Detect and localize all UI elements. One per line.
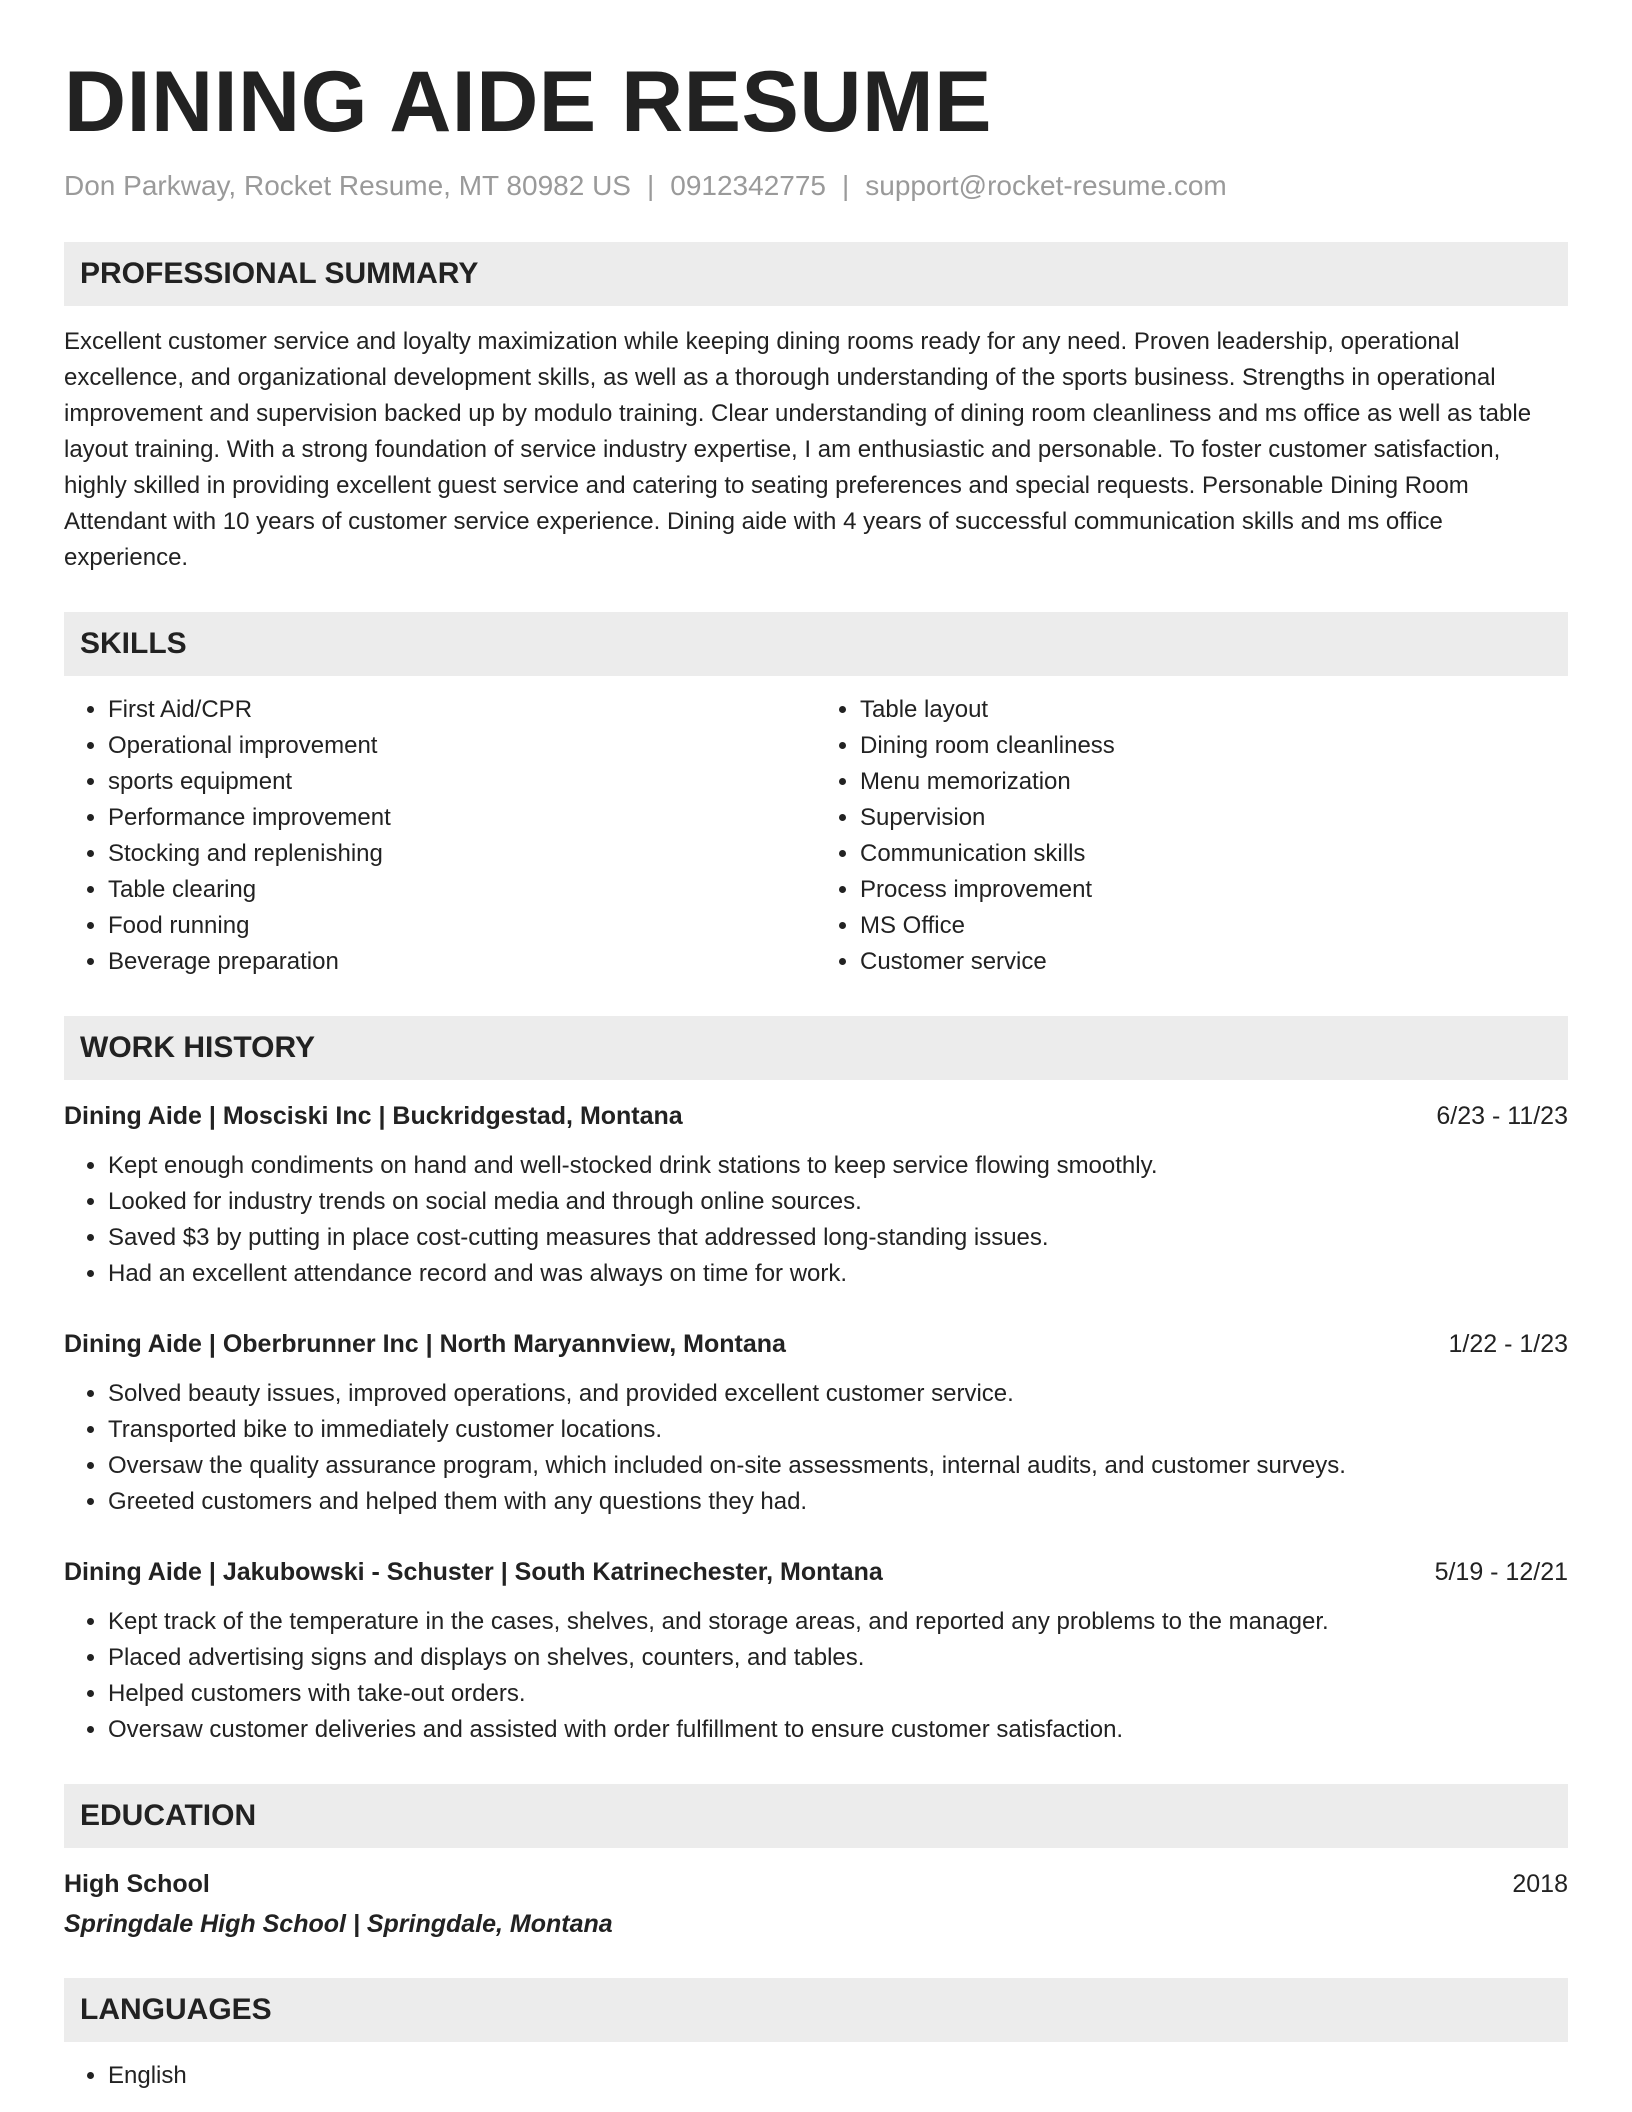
education-entry <box>64 1866 1568 1942</box>
job-entry <box>64 1326 1568 1520</box>
skill-item: • Dining room cleanliness <box>860 728 1568 764</box>
job-entry <box>64 1554 1568 1748</box>
section-header-languages: LANGUAGES <box>64 1978 1568 2042</box>
job-bullet: • Had an excellent attendance record and was always on time for work. <box>108 1256 1568 1292</box>
job-bullet: • Transported bike to immediately customer locations. <box>108 1412 1568 1448</box>
job-dates: 5/19 - 12/21 <box>1434 1558 1568 1586</box>
section-header-education: EDUCATION <box>64 1784 1568 1848</box>
job-title: Dining Aide | Mosciski Inc | Buckridgestad, Montana <box>64 1102 683 1130</box>
summary-text: Excellent customer service and loyalty maximization while keeping dining rooms ready for any need. Proven leadership, operational excellence, and organizational development skills, as well as a thorough understanding of the sports business. Strengths in operational improvement and supervision backed up by modulo training. Clear understanding of dining room cleanliness and ms office as well as table layout training. With a strong foundation of service industry expertise, I am enthusiastic and personable. To foster customer satisfaction, highly skilled in providing excellent guest service and catering to seating preferences and special requests. Personable Dining Room Attendant with 10 years of customer service experience. Dining aide with 4 years of successful communication skills and ms office experience. <box>64 328 1532 571</box>
job-bullets <box>64 1148 1568 1292</box>
skills-columns <box>64 692 1568 980</box>
skill-item: • Beverage preparation <box>108 944 816 980</box>
contact-address: Don Parkway, Rocket Resume, MT 80982 US <box>64 170 631 201</box>
skill-item: • Performance improvement <box>108 800 816 836</box>
skill-item: • Supervision <box>860 800 1568 836</box>
skill-item: • Stocking and replenishing <box>108 836 816 872</box>
education-school: Springdale High School | Springdale, Montana <box>64 1910 613 1938</box>
education-header <box>64 1866 1568 1902</box>
job-bullet: • Placed advertising signs and displays on shelves, counters, and tables. <box>108 1640 1568 1676</box>
skill-item: • First Aid/CPR <box>108 692 816 728</box>
skills-list-right <box>816 692 1568 980</box>
resume-title: DINING AIDE RESUME <box>64 54 992 150</box>
skill-item: • Communication skills <box>860 836 1568 872</box>
contact-line <box>64 166 1568 206</box>
job-dates: 1/22 - 1/23 <box>1448 1330 1568 1358</box>
job-bullet: • Solved beauty issues, improved operations, and provided excellent customer service. <box>108 1376 1568 1412</box>
skill-item: • Operational improvement <box>108 728 816 764</box>
skill-item: • Process improvement <box>860 872 1568 908</box>
job-bullet: • Greeted customers and helped them with any questions they had. <box>108 1484 1568 1520</box>
job-bullet: • Kept enough condiments on hand and well-stocked drink stations to keep service flowing smoothly. <box>108 1148 1568 1184</box>
job-title: Dining Aide | Jakubowski - Schuster | South Katrinechester, Montana <box>64 1558 883 1586</box>
job-bullet: • Looked for industry trends on social media and through online sources. <box>108 1184 1568 1220</box>
skill-item: • Table clearing <box>108 872 816 908</box>
section-header-skills: SKILLS <box>64 612 1568 676</box>
job-bullets <box>64 1604 1568 1748</box>
contact-phone: 0912342775 <box>670 170 826 201</box>
skill-item: • Customer service <box>860 944 1568 980</box>
contact-separator: | <box>646 170 655 201</box>
job-bullets <box>64 1376 1568 1520</box>
job-bullet: • Kept track of the temperature in the cases, shelves, and storage areas, and reported any problems to the manager. <box>108 1604 1568 1640</box>
job-dates: 6/23 - 11/23 <box>1436 1102 1568 1130</box>
section-header-work-history: WORK HISTORY <box>64 1016 1568 1080</box>
skill-item: • Table layout <box>860 692 1568 728</box>
job-bullet: • Helped customers with take-out orders. <box>108 1676 1568 1712</box>
skill-item: • Menu memorization <box>860 764 1568 800</box>
job-bullet: • Saved $3 by putting in place cost-cutting measures that addressed long-standing issues. <box>108 1220 1568 1256</box>
education-degree: High School <box>64 1870 210 1898</box>
skill-item: • sports equipment <box>108 764 816 800</box>
job-title: Dining Aide | Oberbrunner Inc | North Maryannview, Montana <box>64 1330 786 1358</box>
job-header <box>64 1326 1568 1362</box>
job-bullet: • Oversaw customer deliveries and assisted with order fulfillment to ensure customer satisfaction. <box>108 1712 1568 1748</box>
skill-item: • MS Office <box>860 908 1568 944</box>
section-header-summary: PROFESSIONAL SUMMARY <box>64 242 1568 306</box>
contact-email: support@rocket-resume.com <box>865 170 1227 201</box>
job-bullet: • Oversaw the quality assurance program, which included on-site assessments, internal audits, and customer surveys. <box>108 1448 1568 1484</box>
skill-item: • Food running <box>108 908 816 944</box>
language-item: • English <box>108 2058 1568 2094</box>
job-header <box>64 1554 1568 1590</box>
languages-list <box>64 2058 1568 2094</box>
job-header <box>64 1098 1568 1134</box>
education-year: 2018 <box>1512 1870 1568 1898</box>
job-entry <box>64 1098 1568 1292</box>
skills-list-left <box>64 692 816 980</box>
contact-separator: | <box>842 170 850 201</box>
